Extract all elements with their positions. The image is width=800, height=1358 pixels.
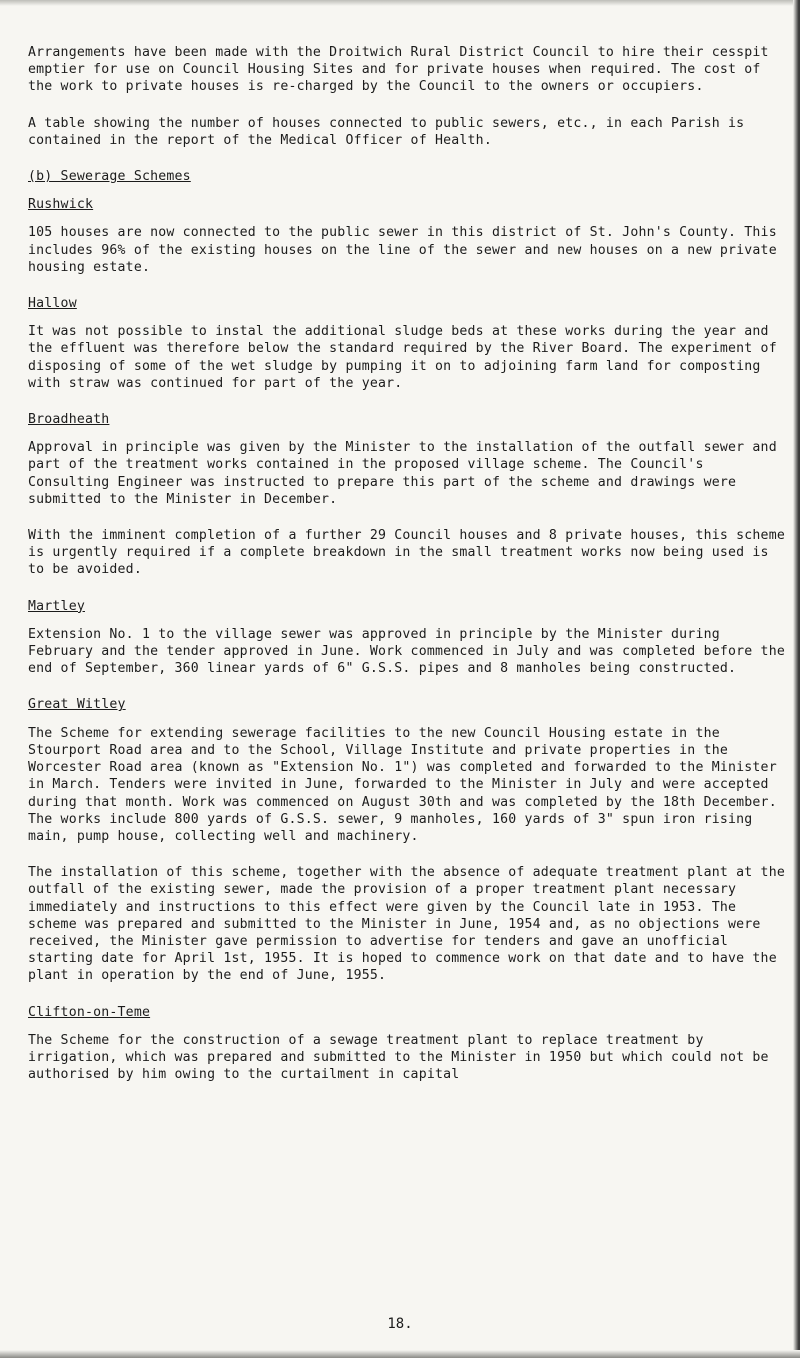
great-witley-paragraph-1: The Scheme for extending sewerage facilities to the new Council Housing estate in the Stourport Road area and to the School, Village Institute and private properties in the Worcester Road area (known as "Extension No. 1") was completed and forwarded to the Minister in March. Tenders were invited in June, forwarded to the Minister in July and were accepted during that month. Work was commenced on August 30th and was completed by the 18th December. The works include 800 yards of G.S.S. sewer, 9 manholes, 160 yards of 3" spun iron rising main, pump house, collecting well and machinery. [28,725,777,844]
section-heading [28,168,788,185]
table-note-paragraph: A table showing the number of houses connected to public sewers, etc., in each Parish is contained in the report of the Medical Officer of Health. [28,115,745,148]
clifton-heading-text: Clifton-on-Teme [28,1004,151,1020]
rushwick-paragraph: 105 houses are now connected to the public sewer in this district of St. John's County. This includes 96% of the existing houses on the line of the sewer and new houses on a new private housing estate. [28,225,777,275]
scan-bottom-edge [0,1350,800,1358]
rushwick-heading [28,196,788,213]
broadheath-paragraph-1: Approval in principle was given by the Minister to the installation of the outfall sewer and part of the treatment works contained in the proposed village scheme. The Council's Consulting Engineer was instructed to prepare this part of the scheme and drawings were submitted to the Minister in December. [28,440,777,507]
intro-paragraph: Arrangements have been made with the Droitwich Rural District Council to hire their cesspit emptier for use on Council Housing Sites and for private houses when required. The cost of the work to private houses is re-charged by the Council to the owners or occupiers. [28,45,769,95]
martley-paragraph: Extension No. 1 to the village sewer was approved in principle by the Minister during February and the tender approved in June. Work commenced in July and was completed before the end of September, 360 linear yards of 6" G.S.S. pipes and 8 manholes being constructed. [28,626,785,677]
martley-heading-text: Martley [28,598,85,614]
report-body [28,30,788,1102]
scan-right-edge [793,0,800,1358]
broadheath-heading [28,411,788,428]
hallow-heading-text: Hallow [28,296,77,312]
section-heading-text: (b) Sewerage Schemes [28,169,191,185]
great-witley-paragraph-2: The installation of this scheme, together with the absence of adequate treatment plant at the outfall of the existing sewer, made the provision of a proper treatment plant necessary immediately and instructions to this effect were given by the Council late in 1953. The scheme was prepared and submitted to the Minister in June, 1954 and, as no objections were received, the Minister gave permission to advertise for tenders and gave an unofficial starting date for April 1st, 1955. It is hoped to commence work on that date and to have the plant in operation by the end of June, 1955. [28,865,785,984]
broadheath-paragraph-2: With the imminent completion of a further 29 Council houses and 8 private houses, this scheme is urgently required if a complete breakdown in the small treatment works now being used is to be avoided. [28,528,785,578]
hallow-paragraph: It was not possible to instal the additional sludge beds at these works during the year and the effluent was therefore below the standard required by the River Board. The experiment of disposing of some of the wet sludge by pumping it on to adjoining farm land for composting with straw was continued for part of the year. [28,324,777,391]
martley-heading [28,598,788,615]
clifton-heading [28,1004,788,1021]
page-number: 18. [387,1316,413,1332]
clifton-paragraph: The Scheme for the construction of a sewage treatment plant to replace treatment by irrigation, which was prepared and submitted to the Minister in 1950 but which could not be authorised by him owing to the curtailment in capital [28,1032,769,1083]
hallow-heading [28,295,788,312]
scan-top-edge [0,0,800,6]
great-witley-heading-text: Great Witley [28,697,126,713]
broadheath-heading-text: Broadheath [28,412,110,428]
rushwick-heading-text: Rushwick [28,197,94,213]
great-witley-heading [28,696,788,713]
